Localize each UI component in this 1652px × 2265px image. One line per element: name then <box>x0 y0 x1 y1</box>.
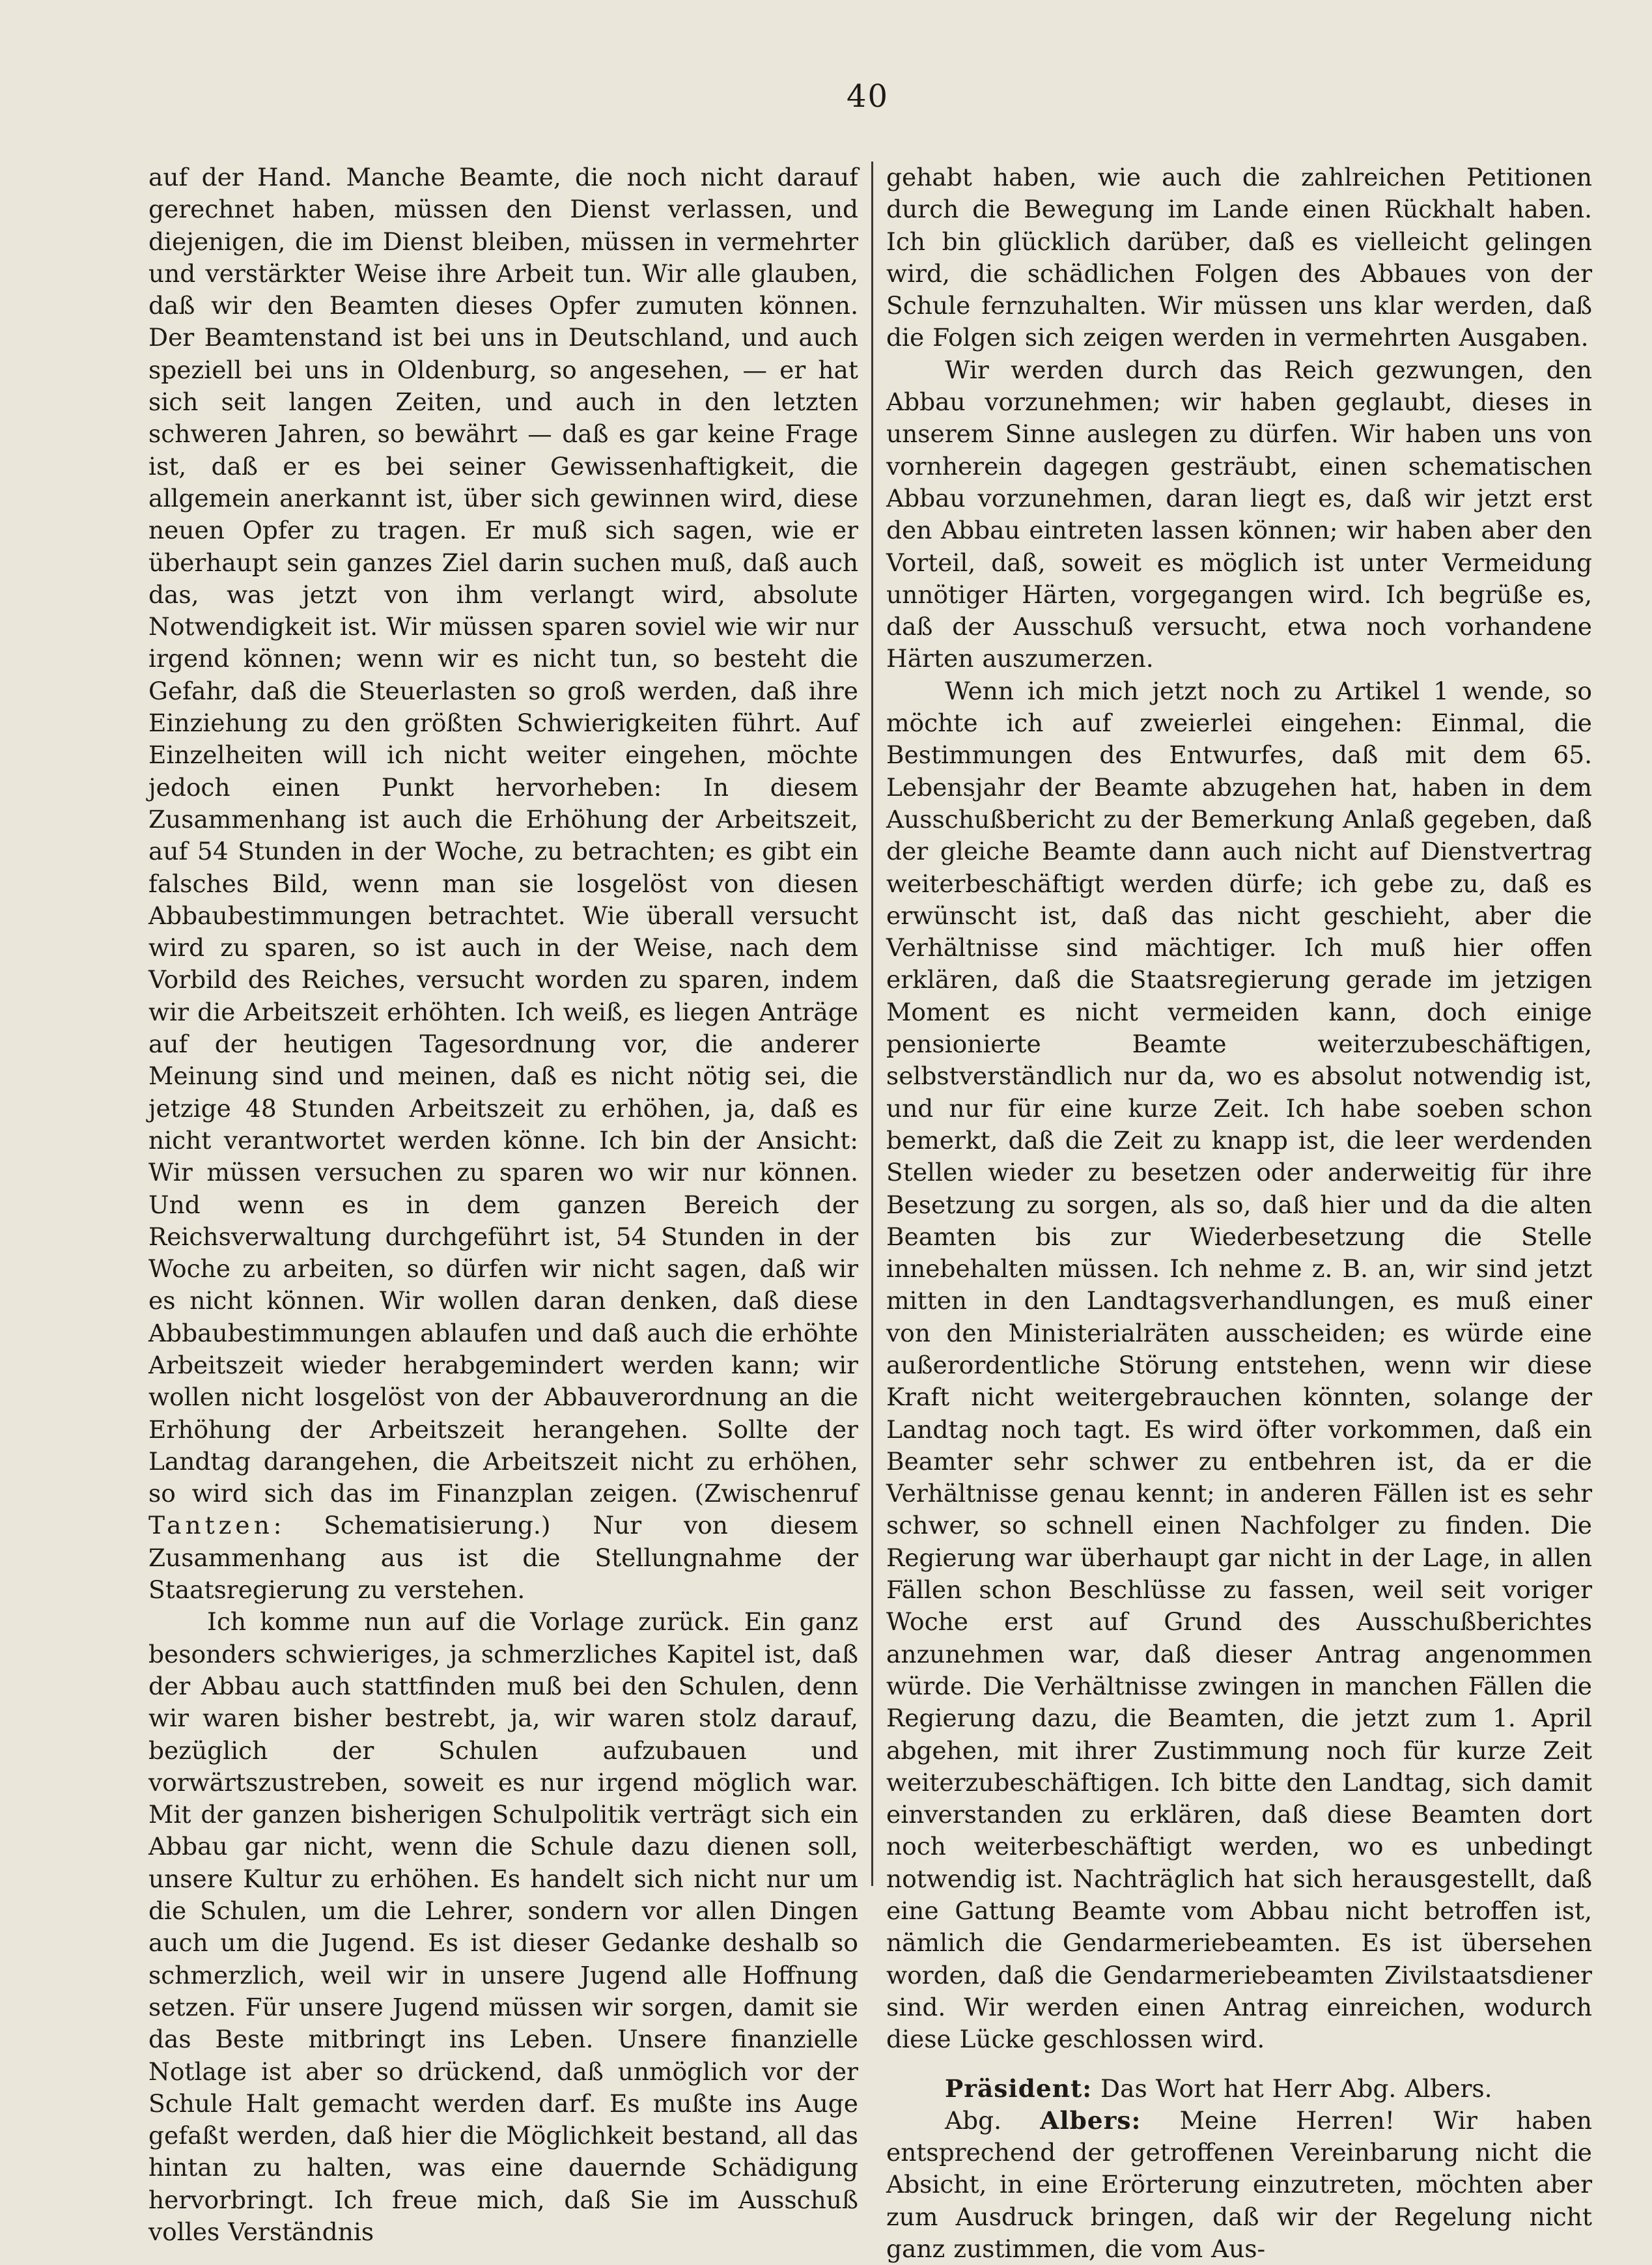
left-column <box>148 162 858 2248</box>
paragraph-reich: Wir werden durch das Reich gezwungen, den Abbau vorzunehmen; wir haben geglaubt, dieses in unserem Sinne auslegen zu dürfen. Wir haben uns von vornherein dagegen gesträubt, einen schematischen Abbau vorzunehmen, daran liegt es, daß wir jetzt erst den Abbau eintreten lassen können; wir haben aber den Vorteil, daß, soweit es möglich ist unter Vermeidung unnötiger Härten, vorgegangen wird. Ich begrüße es, daß der Ausschuß versucht, etwa noch vorhandene Härten auszumerzen. <box>886 355 1592 673</box>
interjection-open: (Zwischenruf <box>694 1479 858 1508</box>
paragraph-text: auf der Hand. Manche Beamte, die noch nicht darauf gerechnet haben, müssen den Dienst verlassen, und diejenigen, die im Dienst bleiben, müssen in vermehrter und verstärkter Weise ihre Arbeit tun. Wir alle glauben, daß wir den Beamten dieses Opfer zumuten können. Der Beamtenstand ist bei uns in Deutschland, und auch speziell bei uns in Oldenburg, so angesehen, — er hat sich seit langen Zeiten, und auch in den letzten schweren Jahren, so bewährt — daß es gar keine Frage ist, daß er es bei seiner Gewissenhaftigkeit, die allgemein anerkannt ist, über sich gewinnen wird, diese neuen Opfer zu tragen. Er muß sich sagen, wie er überhaupt sein ganzes Ziel darin suchen muß, daß auch das, was jetzt von ihm verlangt wird, absolute Notwendigkeit ist. Wir müssen sparen soviel wie wir nur irgend können; wenn wir es nicht tun, so besteht die Gefahr, daß die Steuerlasten so groß werden, daß ihre Einziehung zu den größten Schwierigkeiten führt. Auf Einzelheiten will ich nicht weiter eingehen, möchte jedoch einen Punkt hervorheben: In diesem Zusammenhang ist auch die Erhöhung der Arbeitszeit, auf 54 Stunden in der Woche, zu betrachten; es gibt ein falsches Bild, wenn man sie losgelöst von diesen Abbaubestimmungen betrachtet. Wie überall versucht wird zu sparen, so ist auch in der Weise, nach dem Vorbild des Reiches, versucht worden zu sparen, indem wir die Arbeitszeit erhöhten. Ich weiß, es liegen Anträge auf der heutigen Tagesordnung vor, die anderer Meinung sind und meinen, daß es nicht nötig sei, die jetzige 48 Stunden Arbeitszeit zu erhöhen, ja, daß es nicht verantwortet werden könne. Ich bin der Ansicht: Wir müssen versuchen zu sparen wo wir nur können. Und wenn es in dem ganzen Bereich der Reichsverwaltung durchgeführt ist, 54 Stunden in der Woche zu arbeiten, so dürfen wir nicht sagen, daß wir es nicht können. Wir wollen daran denken, daß diese Abbaubestimmungen ablaufen und daß auch die erhöhte Arbeitszeit wieder herabgemindert werden kann; wir wollen nicht losgelöst von der Abbauverordnung an die Erhöhung der Arbeitszeit herangehen. Sollte der Landtag darangehen, die Arbeitszeit nicht zu erhöhen, so wird sich das im Finanzplan zeigen. <box>148 163 858 1508</box>
paragraph-article-1: Wenn ich mich jetzt noch zu Artikel 1 wende, so möchte ich auf zweierlei eingehen: Einmal, die Bestimmungen des Entwurfes, daß mit dem 65. Lebensjahr der Beamte abzugehen hat, haben in dem Ausschußbericht zu der Bemerkung Anlaß gegeben, daß der gleiche Beamte dann auch nicht auf Dienstvertrag weiterbeschäftigt werden dürfe; ich gebe zu, daß es erwünscht ist, daß das nicht geschieht, aber die Verhältnisse sind mächtiger. Ich muß hier offen erklären, daß die Staatsregierung gerade im jetzigen Moment es nicht vermeiden kann, doch einige pensionierte Beamte weiterzubeschäftigen, selbstverständlich nur da, wo es absolut notwendig ist, und nur für eine kurze Zeit. Ich habe soeben schon bemerkt, daß die Zeit zu knapp ist, die leer werdenden Stellen wieder zu besetzen oder anderweitig für ihre Besetzung zu sorgen, als so, daß hier und da die alten Beamten bis zur Wiederbesetzung die Stelle innebehalten müssen. Ich nehme z. B. an, wir sind jetzt mitten in den Landtagsverhandlungen, es muß einer von den Ministerialräten ausscheiden; es würde eine außerordentliche Störung entstehen, wenn wir diese Kraft nicht weitergebrauchen könnten, solange der Landtag noch tagt. Es wird öfter vorkommen, daß ein Beamter sehr schwer zu entbehren ist, da er die Verhältnisse genau kennt; in anderen Fällen ist es sehr schwer, so schnell einen Nachfolger zu finden. Die Regierung war überhaupt gar nicht in der Lage, in allen Fällen schon Beschlüsse zu fassen, weil seit voriger Woche erst auf Grund des Ausschußberichtes anzunehmen war, daß dieser Antrag angenommen würde. Die Verhältnisse zwingen in manchen Fällen die Regierung dazu, die Beamten, die jetzt zum 1. April abgehen, mit ihrer Zustimmung noch für kurze Zeit weiterzubeschäftigen. Ich bitte den Landtag, sich damit einverstanden zu erklären, daß diese Beamten dort noch weiterbeschäftigt werden, wo es unbedingt notwendig ist. Nachträglich hat sich herausgestellt, daß eine Gattung Beamte vom Abbau nicht betroffen ist, nämlich die Gendarmeriebeamten. Es ist übersehen worden, daß die Gendarmeriebeamten Zivilstaatsdiener sind. Wir werden einen Antrag einreichen, wodurch diese Lücke geschlossen wird. <box>886 676 1592 2054</box>
paragraph-schools: Ich komme nun auf die Vorlage zurück. Ein ganz besonders schwieriges, ja schmerzliches Kapitel ist, daß der Abbau auch stattfinden muß bei den Schulen, denn wir waren bisher bestrebt, ja, wir waren stolz darauf, bezüglich der Schulen aufzubauen und vorwärtszustreben, soweit es nur irgend möglich war. Mit der ganzen bisherigen Schulpolitik verträgt sich ein Abbau gar nicht, wenn die Schule dazu dienen soll, unsere Kultur zu erhöhen. Es handelt sich nicht nur um die Schulen, um die Lehrer, sondern vor allen Dingen auch um die Jugend. Es ist dieser Gedanke deshalb so schmerzlich, weil wir in unsere Jugend alle Hoffnung setzen. Für unsere Jugend müssen wir sorgen, damit sie das Beste mitbringt ins Leben. Unsere finanzielle Notlage ist aber so drückend, daß unmöglich vor der Schule Halt gemacht werden darf. Es mußte ins Auge gefaßt werden, daß hier die Möglichkeit bestand, all das hintan zu halten, was eine dauernde Schädigung hervorbringt. Ich freue mich, daß Sie im Ausschuß volles Verständnis <box>148 1607 858 2246</box>
paragraph-continuation-right: gehabt haben, wie auch die zahlreichen Petitionen durch die Bewegung im Lande einen Rückhalt haben. Ich bin glücklich darüber, daß es vielleicht gelingen wird, die schädlichen Folgen des Abbaues von der Schule fernzuhalten. Wir müssen uns klar werden, daß die Folgen sich zeigen werden in vermehrten Ausgaben. <box>886 163 1592 352</box>
president-statement <box>886 2073 1592 2105</box>
paragraph-tail: Nur von diesem Zusammenhang aus ist die Stellungnahme der Staatsregierung zu verstehen. <box>148 1511 858 1605</box>
albers-prefix: Abg. <box>945 2105 1041 2135</box>
president-label: Präsident: <box>945 2074 1093 2103</box>
interjection-speaker: Tantzen <box>148 1511 273 1540</box>
column-divider <box>871 162 873 1886</box>
albers-text: Meine Herren! Wir haben entsprechend der getroffenen Vereinbarung nicht die Absicht, in eine Erörterung einzutreten, möchten aber zum Ausdruck bringen, daß wir der Regelung nicht ganz zustimmen, die vom Aus- <box>886 2105 1592 2263</box>
right-column <box>886 162 1592 2265</box>
paragraph-continuation <box>148 162 858 1606</box>
interjection-text: : Schematisierung.) <box>273 1511 551 1540</box>
albers-name: Albers: <box>1040 2105 1141 2135</box>
president-text: Das Wort hat Herr Abg. Albers. <box>1092 2074 1492 2103</box>
page-number: 40 <box>847 78 889 115</box>
albers-statement <box>886 2105 1592 2265</box>
